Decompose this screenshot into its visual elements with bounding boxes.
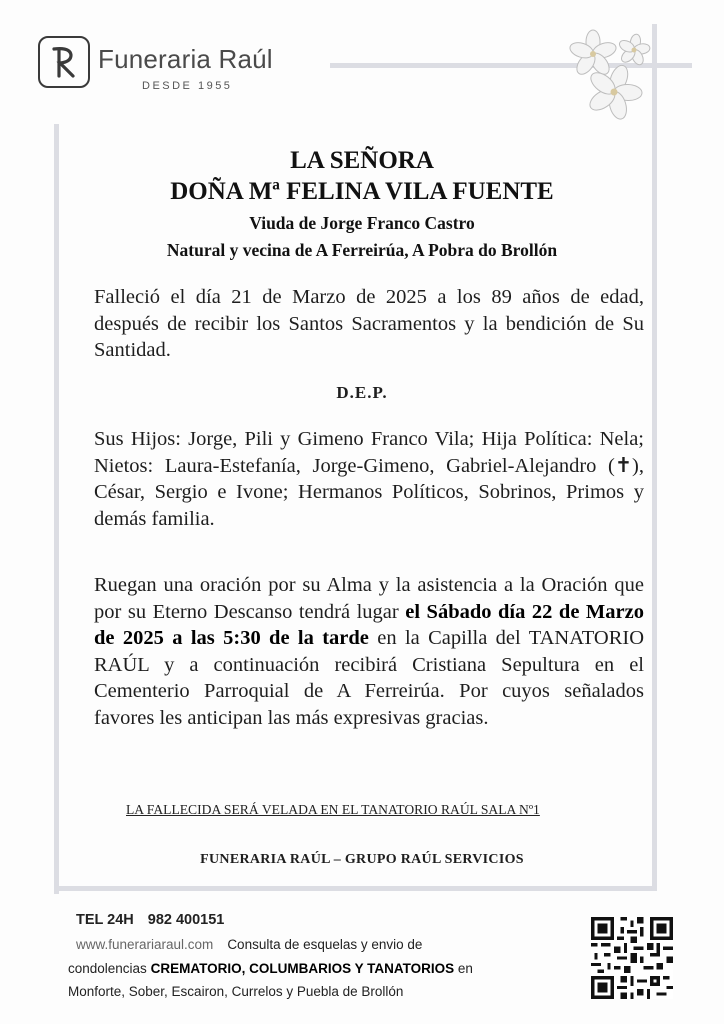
website-link[interactable]: www.funerariaraul.com <box>76 937 214 952</box>
dep-label: D.E.P. <box>336 383 388 402</box>
ceremony-datetime: el Sábado día 22 de Marzo de 2025 a las 5:30 de la tarde <box>94 600 644 649</box>
tel-number[interactable]: 982 400151 <box>147 912 225 928</box>
ceremony-intro: Ruegan una oración por su Alma y la asistencia a la Oración que por su Eterno Descanso tendrá lugar <box>94 574 644 623</box>
death-paragraph: Falleció el día 21 de Marzo de 2025 a los 89 años de edad, después de recibir los Santos Sacramentos y la bendición de Su Santidad. <box>94 286 644 361</box>
qr-code-icon[interactable] <box>591 917 673 999</box>
services-list: CREMATORIO, COLUMBARIOS Y TANATORIOS <box>150 961 455 976</box>
ceremony-paragraph <box>94 572 644 731</box>
company-line: FUNERARIA RAÚL – GRUPO RAÚL SERVICIOS <box>200 852 524 867</box>
locations-line: Monforte, Sober, Escairon, Currelos y Puebla de Brollón <box>68 984 404 999</box>
services-line <box>68 961 473 976</box>
flower-decoration-icon <box>548 24 658 134</box>
wake-notice: LA FALLECIDA SERÁ VELADA EN EL TANATORIO RAÚL SALA Nº1 <box>126 802 540 817</box>
logo-since: DESDE 1955 <box>142 80 233 92</box>
website-line <box>76 937 422 952</box>
services-suffix: en <box>457 961 473 976</box>
tel-label: TEL 24H <box>76 912 134 928</box>
logo-company-name: Funeraria Raúl <box>98 44 273 74</box>
origin: Natural y vecina de A Ferreirúa, A Pobra do Brollón <box>166 240 558 260</box>
frame-bottom-line <box>54 886 657 891</box>
ceremony-rest: en la Capilla del TANATORIO RAÚL y a continuación recibirá Cristiana Sepultura en el Cementerio Parroquial de A Ferreirúa. Por cuyos señalados favores les anticipan las más expresivas gracias. <box>94 627 644 729</box>
family-paragraph: Sus Hijos: Jorge, Pili y Gimeno Franco Vila; Hija Política: Nela; Nietos: Laura-Estefanía, Jorge-Gimeno, Gabriel-Alejandro (✝), César, Sergio e Ivone; Hermanos Políticos, Sobrinos, Primos y demás familia. <box>94 428 644 530</box>
widow-of: Viuda de Jorge Franco Castro <box>249 213 475 233</box>
logo-emblem <box>38 36 90 88</box>
phone-line <box>76 912 224 928</box>
website-description: Consulta de esquelas y envio de <box>227 937 423 952</box>
services-prefix: condolencias <box>68 961 147 976</box>
deceased-name: DOÑA Mª FELINA VILA FUENTE <box>170 178 554 205</box>
title-line-1: LA SEÑORA <box>290 147 434 174</box>
